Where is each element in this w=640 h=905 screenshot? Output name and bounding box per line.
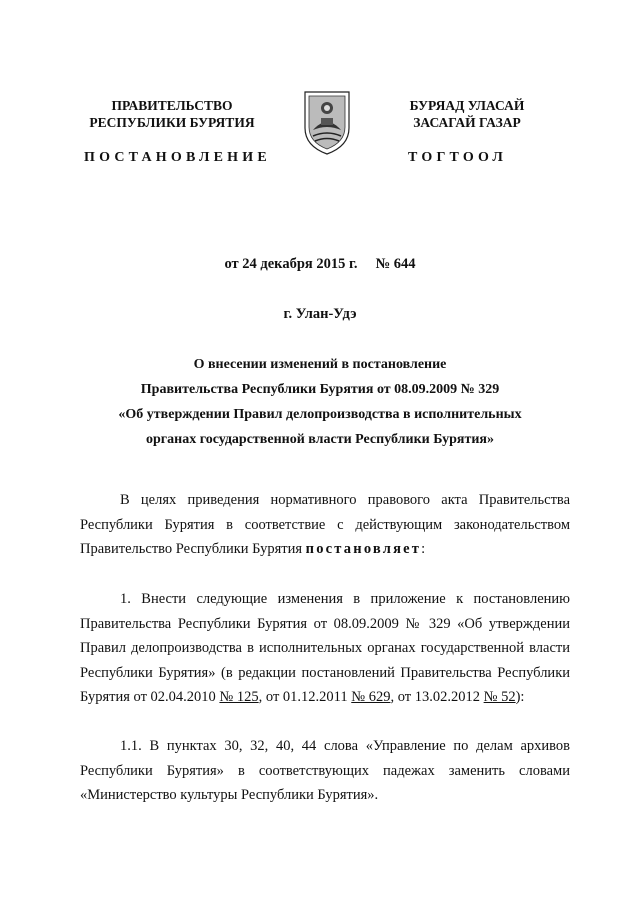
link-resolution-125[interactable]: № 125 xyxy=(219,689,259,705)
clause-1-text-mid1: , от 01.12.2011 xyxy=(258,689,352,705)
date-line xyxy=(0,256,640,273)
header-right-line1: БУРЯАД УЛАСАЙ xyxy=(409,98,525,113)
resolves-word: постановляет xyxy=(305,541,422,557)
preamble-paragraph xyxy=(80,488,570,562)
city: г. Улан-Удэ xyxy=(283,306,357,322)
header-left-line1: ПРАВИТЕЛЬСТВО xyxy=(111,98,233,113)
header-right xyxy=(372,97,562,131)
doc-type-left: ПОСТАНОВЛЕНИЕ xyxy=(84,150,271,165)
clause-1-paragraph xyxy=(80,587,570,710)
doc-date: от 24 декабря 2015 г. xyxy=(224,256,358,272)
header-right-line2: ЗАСАГАЙ ГАЗАР xyxy=(413,115,521,130)
clause-1-text: 1. Внести следующие изменения в приложение к постановлению Правительства Республики Бурятия от 08.09.2009 № 329 «Об утверждении Правил делопроизводства в исполнительных органах государственной власти Республики Бурятия» (в редакции постановлений Правительства Республики Бурятия от 02.04.2010 xyxy=(80,591,570,705)
doc-number: № 644 xyxy=(375,256,416,272)
doc-title xyxy=(90,352,550,452)
header-left-line2: РЕСПУБЛИКИ БУРЯТИЯ xyxy=(89,115,255,130)
doc-type-right: ТОГТООЛ xyxy=(408,150,508,165)
clause-1-1-paragraph: 1.1. В пунктах 30, 32, 40, 44 слова «Управление по делам архивов Республики Бурятия» в соответствующих падежах заменить словами «Министерство культуры Республики Бурятия». xyxy=(80,738,570,803)
preamble-end: : xyxy=(421,541,426,557)
title-line3: «Об утверждении Правил делопроизводства в исполнительных xyxy=(118,407,522,422)
title-line2: Правительства Республики Бурятия от 08.09.2009 № 329 xyxy=(140,382,500,397)
link-resolution-52[interactable]: № 52 xyxy=(483,689,516,705)
clause-1-end: ): xyxy=(515,689,525,705)
coat-of-arms-icon xyxy=(301,88,353,156)
clause-1-text-mid2: , от 13.02.2012 xyxy=(390,689,484,705)
preamble-text: В целях приведения нормативного правового акта Правительства Республики Бурятия в соответствие с действующим законодательством Правительство Республики Бурятия xyxy=(80,492,570,557)
link-resolution-629[interactable]: № 629 xyxy=(351,689,391,705)
title-line1: О внесении изменений в постановление xyxy=(193,357,447,372)
title-line4: органах государственной власти Республики Бурятия» xyxy=(145,432,495,447)
header-left xyxy=(62,97,282,131)
